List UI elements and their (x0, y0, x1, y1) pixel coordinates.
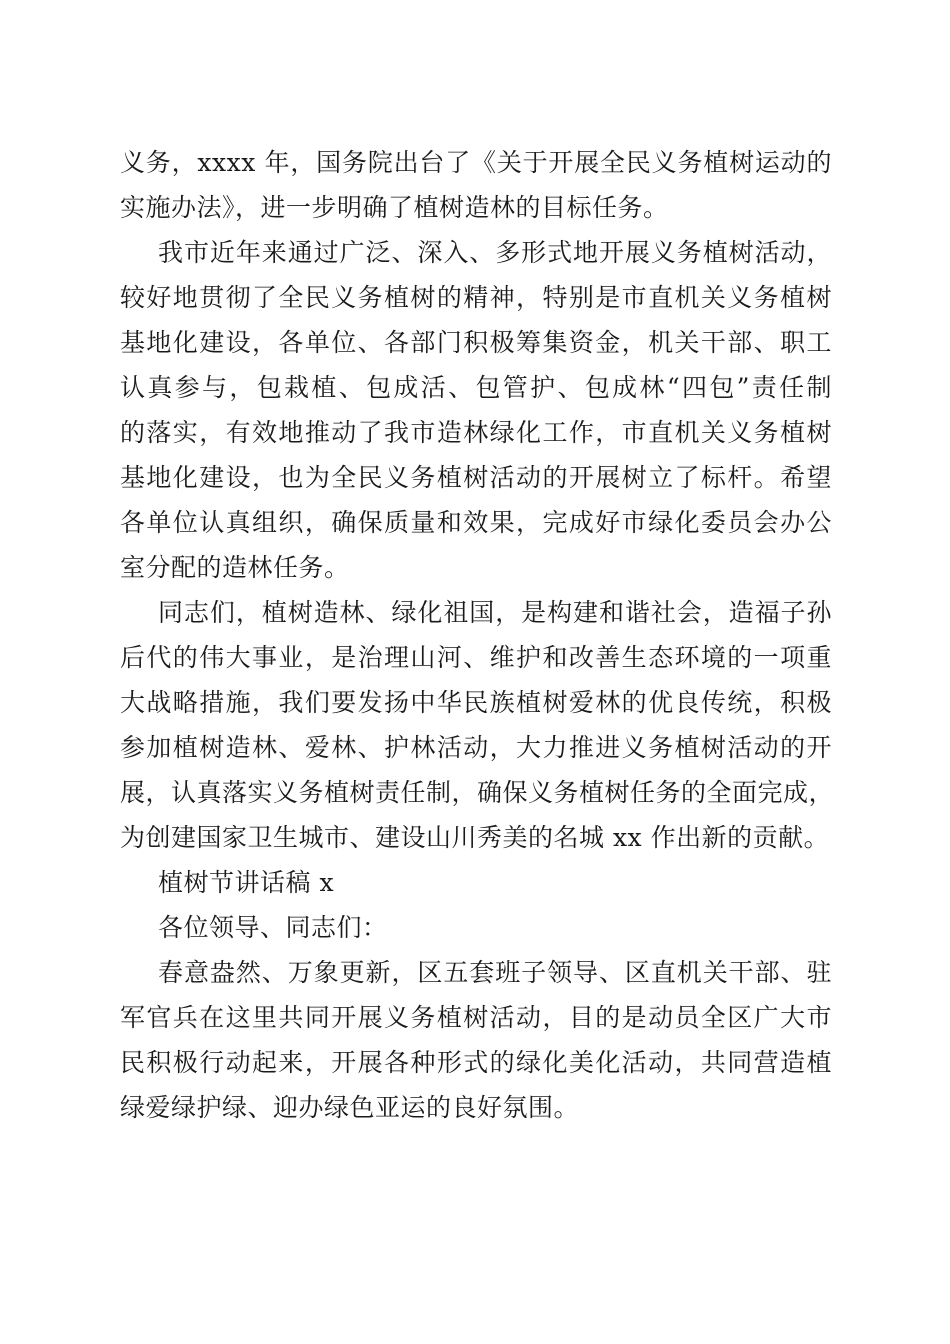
text-line: 同志们，植树造林、绿化祖国，是构建和谐社会，造福子孙 (158, 598, 832, 627)
text-line: 军官兵在这里共同开展义务植树活动，目的是动员全区广大市 (120, 1003, 832, 1032)
text-line: 义务，xxxx 年，国务院出台了《关于开展全民义务植树运动的 (120, 148, 832, 177)
text-line: 的落实，有效地推动了我市造林绿化工作，市直机关义务植树 (120, 418, 832, 447)
text-line: 较好地贯彻了全民义务植树的精神，特别是市直机关义务植树 (120, 283, 832, 312)
text-line: 春意盎然、万象更新，区五套班子领导、区直机关干部、驻 (158, 958, 832, 987)
speech-title: 植树节讲话稿 x (158, 868, 335, 897)
text-line: 展，认真落实义务植树责任制，确保义务植树任务的全面完成， (120, 778, 835, 807)
text-line: 后代的伟大事业，是治理山河、维护和改善生态环境的一项重 (120, 643, 832, 672)
text-line: 绿爱绿护绿、迎办绿色亚运的良好氛围。 (120, 1093, 580, 1122)
text-line: 基地化建设，各单位、各部门积极筹集资金，机关干部、职工 (120, 328, 832, 357)
text-line: 室分配的造林任务。 (120, 553, 350, 582)
text-line: 参加植树造林、爱林、护林活动，大力推进义务植树活动的开 (120, 733, 832, 762)
text-line: 我市近年来通过广泛、深入、多形式地开展义务植树活动， (158, 238, 832, 267)
text-line: 大战略措施，我们要发扬中华民族植树爱林的优良传统，积极 (120, 688, 832, 717)
text-line: 认真参与，包栽植、包成活、包管护、包成林“四包”责任制 (120, 373, 832, 402)
text-line: 实施办法》，进一步明确了植树造林的目标任务。 (120, 193, 669, 222)
text-line: 为创建国家卫生城市、建设山川秀美的名城 xx 作出新的贡献。 (120, 823, 830, 852)
text-line: 民积极行动起来，开展各种形式的绿化美化活动，共同营造植 (120, 1048, 832, 1077)
document-body (120, 140, 835, 1130)
salutation: 各位领导、同志们： (158, 913, 388, 942)
text-line: 基地化建设，也为全民义务植树活动的开展树立了标杆。希望 (120, 463, 832, 492)
text-line: 各单位认真组织，确保质量和效果，完成好市绿化委员会办公 (120, 508, 832, 537)
